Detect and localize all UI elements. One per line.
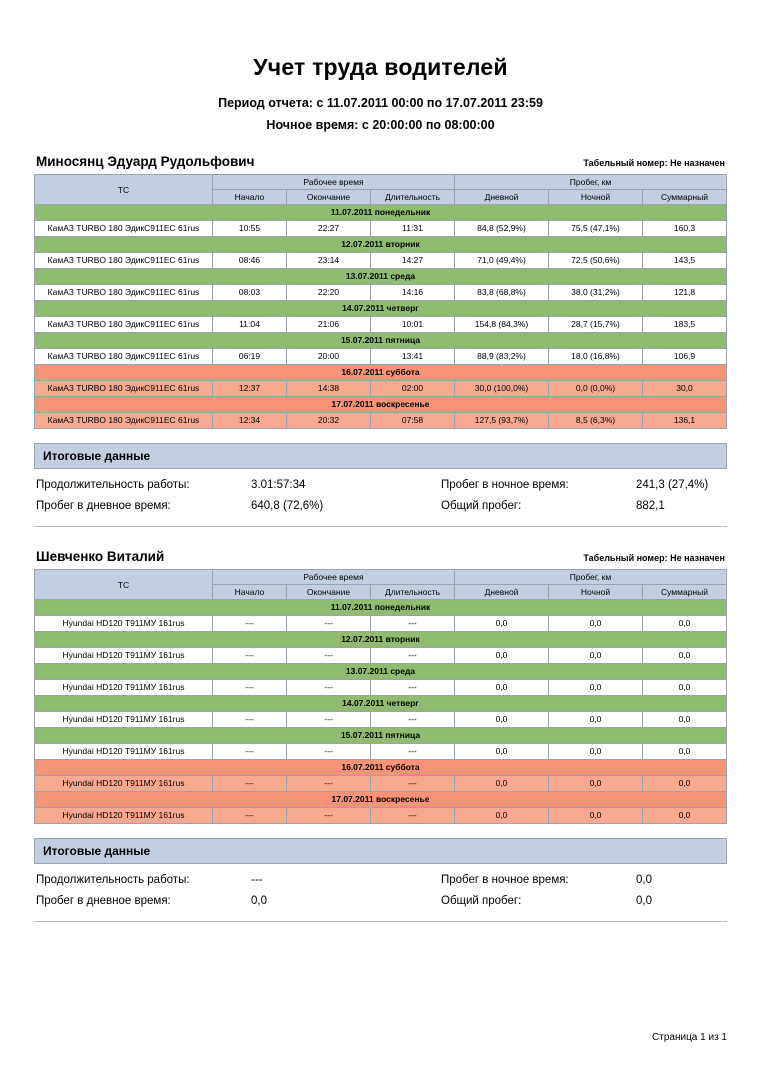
driver-report-table <box>34 174 727 429</box>
page-title: Учет труда водителей <box>253 54 508 80</box>
table-row <box>35 680 727 696</box>
cell-day-mileage: 71,0 (49,4%) <box>455 253 549 269</box>
day-separator-row <box>35 760 727 776</box>
day-label: 16.07.2011 суббота <box>35 365 727 381</box>
driver-tab-number: Табельный номер: Не назначен <box>583 553 725 563</box>
cell-duration: 13:41 <box>370 349 454 365</box>
day-label: 11.07.2011 понедельник <box>35 600 727 616</box>
col-header-vehicle: ТС <box>35 570 213 600</box>
day-separator-row <box>35 600 727 616</box>
cell-end: --- <box>286 744 370 760</box>
cell-night-mileage: 0,0 <box>549 776 643 792</box>
cell-total-mileage: 0,0 <box>643 776 727 792</box>
cell-vehicle: Hyundai HD120 Т911МУ 161rus <box>35 680 213 696</box>
value-total-mileage: 882,1 <box>636 500 665 512</box>
cell-vehicle: Hyundai HD120 Т911МУ 161rus <box>35 648 213 664</box>
table-row <box>35 317 727 333</box>
label-night-mileage: Пробег в ночное время: <box>441 479 569 491</box>
cell-end: 14:38 <box>286 381 370 397</box>
cell-total-mileage: 0,0 <box>643 712 727 728</box>
driver-header <box>34 549 727 569</box>
cell-duration: --- <box>370 808 454 824</box>
cell-day-mileage: 154,8 (84,3%) <box>455 317 549 333</box>
cell-duration: 02:00 <box>370 381 454 397</box>
cell-end: --- <box>286 680 370 696</box>
table-row <box>35 285 727 301</box>
value-work-duration: 3.01:57:34 <box>251 479 306 491</box>
totals-bar: Итоговые данные <box>34 838 727 864</box>
cell-total-mileage: 106,9 <box>643 349 727 365</box>
col-header-work-time: Рабочее время <box>212 175 454 190</box>
cell-end: 20:32 <box>286 413 370 429</box>
cell-duration: --- <box>370 680 454 696</box>
day-label: 13.07.2011 среда <box>35 664 727 680</box>
day-separator-row <box>35 664 727 680</box>
col-header-total: Суммарный <box>643 190 727 205</box>
cell-vehicle: КамАЗ TURBO 180 ЭдикС911ЕС 61rus <box>35 253 213 269</box>
cell-start: 08:46 <box>212 253 286 269</box>
cell-night-mileage: 8,5 (6,3%) <box>549 413 643 429</box>
driver-report-table <box>34 569 727 824</box>
cell-day-mileage: 0,0 <box>455 776 549 792</box>
day-separator-row <box>35 728 727 744</box>
cell-total-mileage: 30,0 <box>643 381 727 397</box>
cell-end: 22:27 <box>286 221 370 237</box>
cell-day-mileage: 83,8 (68,8%) <box>455 285 549 301</box>
cell-vehicle: Hyundai HD120 Т911МУ 161rus <box>35 744 213 760</box>
day-separator-row <box>35 696 727 712</box>
cell-start: 12:34 <box>212 413 286 429</box>
col-header-duration: Длительность <box>370 585 454 600</box>
cell-duration: --- <box>370 648 454 664</box>
table-header-row-group <box>35 175 727 190</box>
day-separator-row <box>35 301 727 317</box>
table-row <box>35 253 727 269</box>
label-total-mileage: Общий пробег: <box>441 500 522 512</box>
table-header-row-group <box>35 570 727 585</box>
col-header-day: Дневной <box>455 190 549 205</box>
table-row <box>35 712 727 728</box>
col-header-start: Начало <box>212 585 286 600</box>
table-row <box>35 349 727 365</box>
cell-night-mileage: 28,7 (15,7%) <box>549 317 643 333</box>
cell-vehicle: КамАЗ TURBO 180 ЭдикС911ЕС 61rus <box>35 317 213 333</box>
report-period: Период отчета: с 11.07.2011 00:00 по 17.07.2011 23:59 <box>218 96 543 110</box>
label-day-mileage: Пробег в дневное время: <box>36 895 171 907</box>
driver-header <box>34 154 727 174</box>
night-time-range: Ночное время: с 20:00:00 по 08:00:00 <box>266 118 495 132</box>
cell-end: --- <box>286 712 370 728</box>
cell-day-mileage: 0,0 <box>455 616 549 632</box>
cell-day-mileage: 84,8 (52,9%) <box>455 221 549 237</box>
table-row <box>35 648 727 664</box>
day-label: 15.07.2011 пятница <box>35 728 727 744</box>
day-separator-row <box>35 632 727 648</box>
cell-night-mileage: 0,0 (0,0%) <box>549 381 643 397</box>
cell-night-mileage: 38,0 (31,2%) <box>549 285 643 301</box>
cell-duration: 10:01 <box>370 317 454 333</box>
col-header-night: Ночной <box>549 190 643 205</box>
cell-total-mileage: 121,8 <box>643 285 727 301</box>
col-header-mileage: Пробег, км <box>455 175 727 190</box>
cell-night-mileage: 0,0 <box>549 712 643 728</box>
col-header-mileage: Пробег, км <box>455 570 727 585</box>
cell-total-mileage: 183,5 <box>643 317 727 333</box>
cell-start: 10:55 <box>212 221 286 237</box>
cell-start: --- <box>212 808 286 824</box>
cell-start: --- <box>212 648 286 664</box>
label-total-mileage: Общий пробег: <box>441 895 522 907</box>
cell-night-mileage: 0,0 <box>549 744 643 760</box>
driver-name: Шевченко Виталий <box>36 549 165 564</box>
day-label: 12.07.2011 вторник <box>35 632 727 648</box>
cell-start: 06:19 <box>212 349 286 365</box>
cell-total-mileage: 0,0 <box>643 616 727 632</box>
value-night-mileage: 241,3 (27,4%) <box>636 479 709 491</box>
cell-day-mileage: 0,0 <box>455 648 549 664</box>
cell-vehicle: Hyundai HD120 Т911МУ 161rus <box>35 616 213 632</box>
totals-grid <box>34 479 727 512</box>
totals-bar: Итоговые данные <box>34 443 727 469</box>
day-label: 11.07.2011 понедельник <box>35 205 727 221</box>
value-total-mileage: 0,0 <box>636 895 652 907</box>
section-divider <box>34 921 727 922</box>
day-label: 13.07.2011 среда <box>35 269 727 285</box>
cell-total-mileage: 0,0 <box>643 680 727 696</box>
cell-total-mileage: 0,0 <box>643 808 727 824</box>
cell-vehicle: КамАЗ TURBO 180 ЭдикС911ЕС 61rus <box>35 221 213 237</box>
cell-day-mileage: 0,0 <box>455 680 549 696</box>
cell-start: --- <box>212 744 286 760</box>
cell-start: 11:04 <box>212 317 286 333</box>
cell-duration: 11:31 <box>370 221 454 237</box>
cell-end: --- <box>286 648 370 664</box>
cell-end: 22:20 <box>286 285 370 301</box>
day-separator-row <box>35 397 727 413</box>
col-header-night: Ночной <box>549 585 643 600</box>
cell-total-mileage: 160,3 <box>643 221 727 237</box>
cell-vehicle: Hyundai HD120 Т911МУ 161rus <box>35 808 213 824</box>
cell-vehicle: КамАЗ TURBO 180 ЭдикС911ЕС 61rus <box>35 349 213 365</box>
cell-night-mileage: 0,0 <box>549 808 643 824</box>
col-header-end: Окончание <box>286 190 370 205</box>
cell-start: --- <box>212 616 286 632</box>
cell-night-mileage: 0,0 <box>549 680 643 696</box>
col-header-total: Суммарный <box>643 585 727 600</box>
cell-duration: 07:58 <box>370 413 454 429</box>
cell-duration: --- <box>370 744 454 760</box>
cell-duration: 14:16 <box>370 285 454 301</box>
drivers-container <box>34 154 727 922</box>
cell-total-mileage: 136,1 <box>643 413 727 429</box>
cell-vehicle: Hyundai HD120 Т911МУ 161rus <box>35 712 213 728</box>
day-label: 17.07.2011 воскресенье <box>35 397 727 413</box>
cell-start: --- <box>212 776 286 792</box>
table-row <box>35 776 727 792</box>
cell-night-mileage: 18,0 (16,8%) <box>549 349 643 365</box>
cell-end: --- <box>286 808 370 824</box>
label-work-duration: Продолжительность работы: <box>36 479 190 491</box>
col-header-start: Начало <box>212 190 286 205</box>
cell-vehicle: Hyundai HD120 Т911МУ 161rus <box>35 776 213 792</box>
table-row <box>35 413 727 429</box>
day-label: 14.07.2011 четверг <box>35 696 727 712</box>
cell-day-mileage: 0,0 <box>455 808 549 824</box>
value-work-duration: --- <box>251 874 263 886</box>
table-row <box>35 221 727 237</box>
cell-total-mileage: 143,5 <box>643 253 727 269</box>
cell-end: --- <box>286 616 370 632</box>
cell-duration: 14:27 <box>370 253 454 269</box>
cell-day-mileage: 88,9 (83,2%) <box>455 349 549 365</box>
cell-day-mileage: 0,0 <box>455 712 549 728</box>
cell-duration: --- <box>370 712 454 728</box>
day-label: 17.07.2011 воскресенье <box>35 792 727 808</box>
cell-end: 21:06 <box>286 317 370 333</box>
cell-duration: --- <box>370 616 454 632</box>
label-night-mileage: Пробег в ночное время: <box>441 874 569 886</box>
day-separator-row <box>35 365 727 381</box>
cell-vehicle: КамАЗ TURBO 180 ЭдикС911ЕС 61rus <box>35 285 213 301</box>
cell-start: --- <box>212 680 286 696</box>
table-row <box>35 381 727 397</box>
driver-block <box>34 154 727 527</box>
day-label: 12.07.2011 вторник <box>35 237 727 253</box>
table-row <box>35 808 727 824</box>
day-separator-row <box>35 237 727 253</box>
day-separator-row <box>35 269 727 285</box>
value-night-mileage: 0,0 <box>636 874 652 886</box>
cell-day-mileage: 127,5 (93,7%) <box>455 413 549 429</box>
cell-total-mileage: 0,0 <box>643 744 727 760</box>
col-header-day: Дневной <box>455 585 549 600</box>
cell-end: 23:14 <box>286 253 370 269</box>
cell-start: --- <box>212 712 286 728</box>
col-header-vehicle: ТС <box>35 175 213 205</box>
col-header-duration: Длительность <box>370 190 454 205</box>
value-day-mileage: 640,8 (72,6%) <box>251 500 324 512</box>
table-row <box>35 744 727 760</box>
cell-night-mileage: 0,0 <box>549 648 643 664</box>
table-row <box>35 616 727 632</box>
day-label: 15.07.2011 пятница <box>35 333 727 349</box>
cell-night-mileage: 72,5 (50,6%) <box>549 253 643 269</box>
driver-tab-number: Табельный номер: Не назначен <box>583 158 725 168</box>
page-footer: Страница 1 из 1 <box>652 1032 727 1043</box>
label-work-duration: Продолжительность работы: <box>36 874 190 886</box>
col-header-work-time: Рабочее время <box>212 570 454 585</box>
cell-day-mileage: 0,0 <box>455 744 549 760</box>
totals-grid <box>34 874 727 907</box>
driver-block <box>34 549 727 922</box>
cell-night-mileage: 0,0 <box>549 616 643 632</box>
section-divider <box>34 526 727 527</box>
day-separator-row <box>35 205 727 221</box>
driver-name: Миносянц Эдуард Рудольфович <box>36 154 255 169</box>
cell-vehicle: КамАЗ TURBO 180 ЭдикС911ЕС 61rus <box>35 381 213 397</box>
cell-day-mileage: 30,0 (100,0%) <box>455 381 549 397</box>
col-header-end: Окончание <box>286 585 370 600</box>
label-day-mileage: Пробег в дневное время: <box>36 500 171 512</box>
cell-night-mileage: 75,5 (47,1%) <box>549 221 643 237</box>
day-separator-row <box>35 333 727 349</box>
cell-total-mileage: 0,0 <box>643 648 727 664</box>
cell-vehicle: КамАЗ TURBO 180 ЭдикС911ЕС 61rus <box>35 413 213 429</box>
cell-duration: --- <box>370 776 454 792</box>
cell-end: --- <box>286 776 370 792</box>
cell-end: 20:00 <box>286 349 370 365</box>
value-day-mileage: 0,0 <box>251 895 267 907</box>
day-label: 14.07.2011 четверг <box>35 301 727 317</box>
cell-start: 08:03 <box>212 285 286 301</box>
day-separator-row <box>35 792 727 808</box>
day-label: 16.07.2011 суббота <box>35 760 727 776</box>
cell-start: 12:37 <box>212 381 286 397</box>
